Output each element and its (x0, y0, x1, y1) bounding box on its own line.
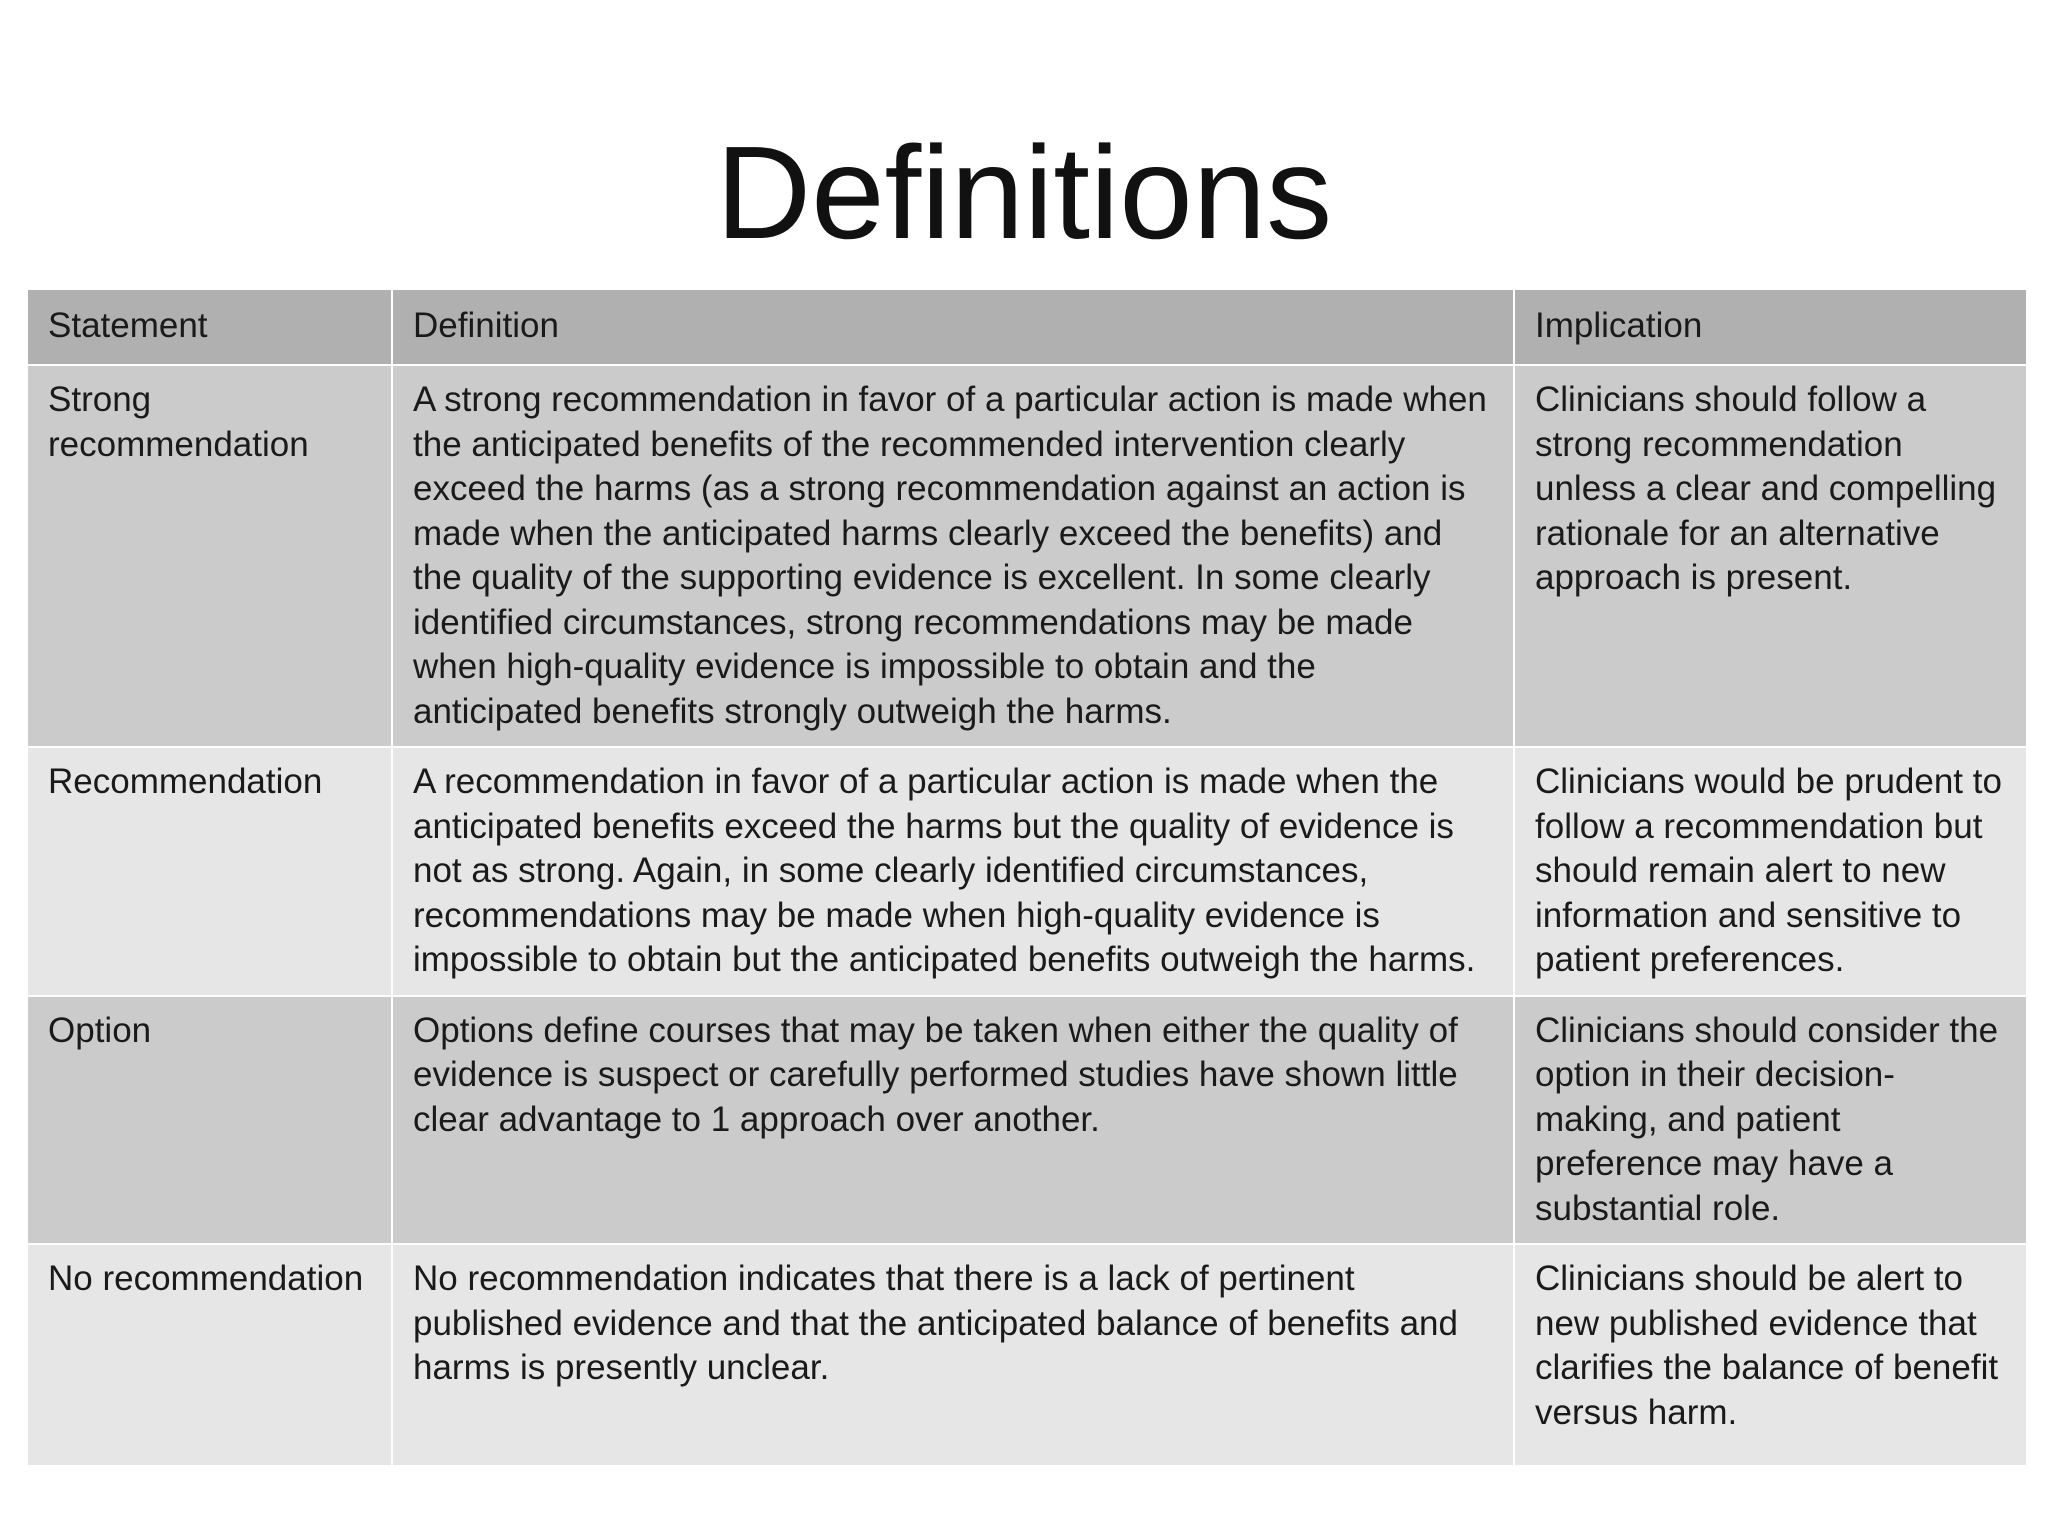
definition-cell: Options define courses that may be taken when either the quality of evidence is suspect or carefully performed studies have shown little clear advantage to 1 approach over another. (392, 996, 1514, 1245)
definition-cell: A recommendation in favor of a particular action is made when the anticipated benefits exceed the harms but the quality of evidence is not as strong. Again, in some clearly identified circumstances, recommendations may be made when high-quality evidence is impossible to obtain but the anticipated benefits outweigh the harms. (392, 747, 1514, 996)
implication-cell: Clinicians should follow a strong recommendation unless a clear and compelling rationale for an alternative approach is present. (1514, 365, 2026, 747)
statement-cell: Strong recommendation (28, 365, 392, 747)
definition-cell: No recommendation indicates that there is a lack of pertinent published evidence and that the anticipated balance of benefits and harms is presently unclear. (392, 1244, 1514, 1466)
definitions-table (28, 290, 2026, 1467)
table-header-row (28, 290, 2026, 365)
statement-cell: No recommendation (28, 1244, 392, 1466)
definition-cell: A strong recommendation in favor of a particular action is made when the anticipated benefits of the recommended intervention clearly exceed the harms (as a strong recommendation against an action is made when the anticipated harms clearly exceed the benefits) and the quality of the supporting evidence is excellent. In some clearly identified circumstances, strong recommendations may be made when high-quality evidence is impossible to obtain and the anticipated benefits strongly outweigh the harms. (392, 365, 1514, 747)
column-header-implication: Implication (1514, 290, 2026, 365)
slide-title: Definitions (715, 119, 1333, 266)
table-row-no-recommendation (28, 1244, 2026, 1466)
implication-cell: Clinicians would be prudent to follow a recommendation but should remain alert to new information and sensitive to patient preferences. (1514, 747, 2026, 996)
table-row-recommendation (28, 747, 2026, 996)
column-header-definition: Definition (392, 290, 1514, 365)
statement-cell: Recommendation (28, 747, 392, 996)
statement-cell: Option (28, 996, 392, 1245)
table-row-strong-recommendation (28, 365, 2026, 747)
table-row-option (28, 996, 2026, 1245)
implication-cell: Clinicians should consider the option in their decision-making, and patient preference may have a substantial role. (1514, 996, 2026, 1245)
column-header-statement: Statement (28, 290, 392, 365)
implication-cell: Clinicians should be alert to new published evidence that clarifies the balance of benefit versus harm. (1514, 1244, 2026, 1466)
